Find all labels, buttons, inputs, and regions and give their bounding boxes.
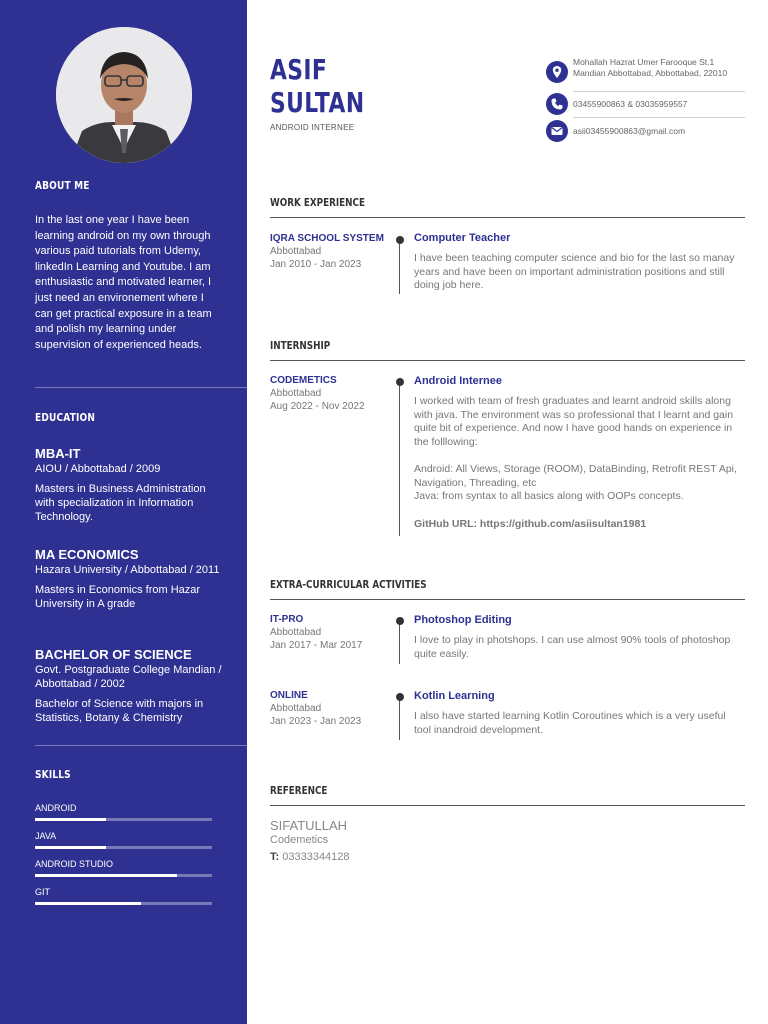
- job-role: ANDROID INTERNEE: [270, 123, 355, 132]
- divider: [35, 745, 247, 746]
- education-description: Masters in Business Administration with specialization in Information Technology.: [35, 483, 206, 523]
- activity-entry: [414, 613, 744, 661]
- education-degree: MA ECONOMICS: [35, 547, 139, 562]
- activity-org: [270, 613, 385, 652]
- org-name: IT-PRO: [270, 614, 304, 625]
- timeline-line: [399, 380, 400, 536]
- section-divider: [270, 599, 745, 600]
- education-description: Bachelor of Science with majors in Statistics, Botany & Chemistry: [35, 698, 204, 724]
- skill-name: ANDROID STUDIO: [35, 859, 114, 869]
- reference-org: Codemetics: [270, 834, 329, 846]
- phone-icon: [546, 93, 568, 115]
- entry-title: Android Internee: [414, 375, 503, 387]
- mail-icon: [546, 120, 568, 142]
- timeline-dot: [396, 693, 404, 701]
- reference-name: SIFATULLAH: [270, 818, 348, 833]
- timeline-dot: [396, 378, 404, 386]
- email-text[interactable]: asii03455900863@gmail.com: [573, 126, 686, 136]
- location-pin-icon: [546, 61, 568, 83]
- section-divider: [270, 360, 745, 361]
- skill-bar: [35, 818, 212, 821]
- education-item: [35, 547, 225, 611]
- org-location: Abbottabad: [270, 246, 322, 257]
- entry-description: I love to play in photshops. I can use almost 90% tools of photoshop quite easily.: [414, 634, 731, 660]
- entry-description: I worked with team of fresh graduates and learnt android skills along with java. The environment was so professional that I learnt and gain quite bit of experience. And now I have good hands on experience in the folllowing:: [414, 395, 734, 448]
- timeline-dot: [396, 617, 404, 625]
- education-item: [35, 647, 225, 725]
- entry-title: Kotlin Learning: [414, 690, 495, 702]
- education-heading: EDUCATION: [35, 411, 96, 424]
- org-name: IQRA SCHOOL SYSTEM: [270, 233, 384, 244]
- about-heading: ABOUT ME: [35, 179, 90, 192]
- last-name: SULTAN: [270, 86, 365, 119]
- reference-phone: [270, 851, 350, 863]
- skill-bar: [35, 874, 212, 877]
- skill-bar: [35, 902, 212, 905]
- education-institution: AIOU / Abbottabad / 2009: [35, 463, 161, 475]
- work-org: [270, 232, 385, 271]
- activity-org: [270, 689, 385, 728]
- internship-heading: INTERNSHIP: [270, 339, 331, 352]
- reference-phone-label: T:: [270, 851, 280, 863]
- skill-bar-fill: [35, 818, 106, 821]
- education-description: Masters in Economics from Hazar University in A grade: [35, 584, 201, 610]
- profile-photo: [56, 27, 192, 163]
- skill-name: JAVA: [35, 831, 57, 841]
- phone-text[interactable]: 03455900863 & 03035959557: [573, 99, 688, 109]
- org-name: ONLINE: [270, 690, 308, 701]
- entry-title: Photoshop Editing: [414, 614, 512, 626]
- sidebar: [0, 0, 247, 1024]
- activity-entry: [414, 689, 744, 737]
- profile-photo-image: [56, 27, 192, 163]
- about-text: In the last one year I have been learning android on my own through various paid tutorials from Udemy, linkedIn Learning and Youtube. I am enthusiastic and motivated learner, I just need an environement where I can get practical exposure in a team and polish my learning under supervision of experienced heads.: [35, 214, 212, 351]
- education-institution: Hazara University / Abbottabad / 2011: [35, 564, 220, 576]
- skill-bar: [35, 846, 212, 849]
- divider: [573, 91, 745, 92]
- skill-item: [35, 859, 212, 877]
- org-dates: Jan 2017 - Mar 2017: [270, 640, 363, 651]
- entry-detail-android: Android: All Views, Storage (ROOM), DataBinding, Retrofit REST Api, Navigation, Threading, etc: [414, 463, 737, 489]
- github-link[interactable]: GitHub URL: https://github.com/asiisultan1981: [414, 517, 647, 530]
- education-institution: Govt. Postgraduate College Mandian / Abbottabad / 2002: [35, 664, 222, 690]
- org-dates: Aug 2022 - Nov 2022: [270, 401, 365, 412]
- timeline-line: [399, 237, 400, 294]
- timeline-line: [399, 619, 400, 664]
- divider: [573, 117, 745, 118]
- skill-bar-fill: [35, 902, 141, 905]
- org-location: Abbottabad: [270, 627, 322, 638]
- work-heading: WORK EXPERIENCE: [270, 196, 365, 209]
- entry-description: I have been teaching computer science and bio for the last so manay years and have been on important administration positions and still doing job here.: [414, 252, 735, 291]
- skill-bar-fill: [35, 846, 106, 849]
- timeline-dot: [396, 236, 404, 244]
- reference-phone-number[interactable]: 03333344128: [282, 851, 350, 863]
- skill-item: [35, 831, 212, 849]
- skill-item: [35, 887, 212, 905]
- skill-name: ANDROID: [35, 803, 77, 813]
- skill-bar-fill: [35, 874, 177, 877]
- work-entry: [414, 231, 744, 293]
- org-name: CODEMETICS: [270, 375, 337, 386]
- entry-detail-java: Java: from syntax to all basics along with OOPs concepts.: [414, 490, 684, 502]
- section-divider: [270, 805, 745, 806]
- first-name: ASIF: [270, 53, 328, 86]
- section-divider: [270, 217, 745, 218]
- education-item: [35, 446, 225, 524]
- timeline-line: [399, 695, 400, 740]
- reference-heading: REFERENCE: [270, 784, 328, 797]
- education-degree: BACHELOR OF SCIENCE: [35, 647, 192, 662]
- skill-name: GIT: [35, 887, 50, 897]
- internship-org: [270, 374, 385, 413]
- org-location: Abbottabad: [270, 388, 322, 399]
- internship-entry: [414, 374, 744, 531]
- address-text: Mohallah Hazrat Umer Farooque St.1 Mandian Abbottabad, Abbottabad, 22010: [573, 57, 728, 78]
- skill-item: [35, 803, 212, 821]
- divider: [35, 387, 247, 388]
- org-location: Abbottabad: [270, 703, 322, 714]
- education-degree: MBA-IT: [35, 446, 81, 461]
- entry-title: Computer Teacher: [414, 232, 511, 244]
- org-dates: Jan 2010 - Jan 2023: [270, 259, 362, 270]
- entry-description: I also have started learning Kotlin Coroutines which is a very useful tool inandroid development.: [414, 710, 726, 736]
- org-dates: Jan 2023 - Jan 2023: [270, 716, 362, 727]
- extracurricular-heading: EXTRA-CURRICULAR ACTIVITIES: [270, 578, 427, 591]
- skills-heading: SKILLS: [35, 768, 71, 781]
